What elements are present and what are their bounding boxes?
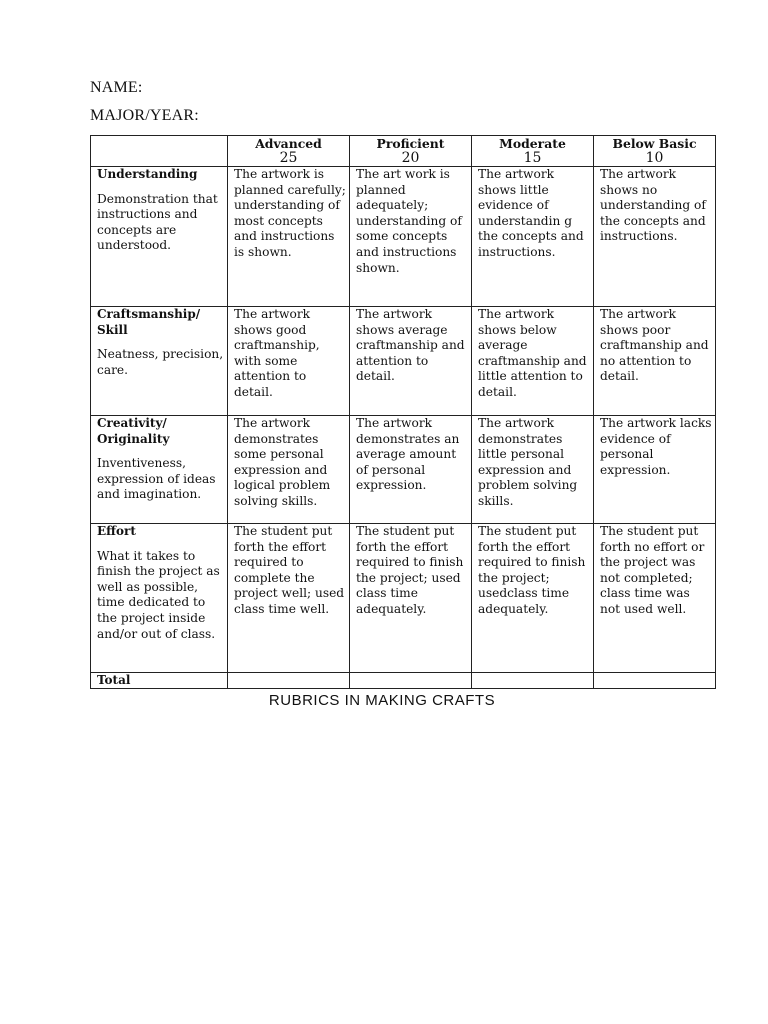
criterion-description: Demonstration that instructions and concepts are understood. (97, 191, 218, 253)
level-score: 15 (523, 150, 542, 166)
criterion-name: Creativity/ Originality (97, 416, 170, 446)
total-cell-proficient (350, 673, 472, 689)
criterion-name: Effort (97, 524, 136, 538)
header-moderate (472, 136, 594, 167)
row-understanding (91, 167, 716, 307)
criterion-description: Neatness, precision, care. (97, 347, 224, 377)
rubric-cell: The artwork shows below average craftmanship and little attention to detail. (472, 307, 594, 416)
row-effort (91, 524, 716, 673)
row-craftsmanship (91, 307, 716, 416)
criterion-cell (91, 307, 228, 416)
header-corner-cell (91, 136, 228, 167)
header-row (91, 136, 716, 167)
criterion-name: Understanding (97, 167, 198, 181)
total-label: Total (91, 673, 228, 689)
major-year-label: MAJOR/YEAR: (90, 107, 199, 124)
rubric-cell: The student put forth the effort required to finish the project; usedclass time adequately. (472, 524, 594, 673)
total-cell-moderate (472, 673, 594, 689)
rubric-cell: The artwork shows little evidence of understandin g the concepts and instructions. (472, 167, 594, 307)
criterion-name: Craftsmanship/ Skill (97, 307, 201, 337)
row-creativity (91, 416, 716, 524)
rubric-cell: The student put forth no effort or the project was not completed; class time was not used well. (594, 524, 716, 673)
criterion-cell (91, 416, 228, 524)
total-cell-below-basic (594, 673, 716, 689)
rubric-cell: The artwork demonstrates little personal expression and problem solving skills. (472, 416, 594, 524)
level-label: Proficient (376, 136, 445, 151)
level-label: Moderate (499, 136, 566, 151)
rubric-table (90, 135, 716, 689)
rubric-cell: The artwork lacks evidence of personal expression. (594, 416, 716, 524)
rubric-cell: The artwork demonstrates an average amount of personal expression. (350, 416, 472, 524)
header-advanced (228, 136, 350, 167)
rubric-cell: The artwork demonstrates some personal expression and logical problem solving skills. (228, 416, 350, 524)
total-cell-advanced (228, 673, 350, 689)
level-label: Below Basic (612, 136, 697, 151)
criterion-description: What it takes to finish the project as well as possible, time dedicated to the project inside and/or out of class. (97, 548, 220, 641)
rubric-cell: The artwork shows no understanding of the concepts and instructions. (594, 167, 716, 307)
level-score: 10 (645, 150, 664, 166)
rubric-cell: The artwork shows poor craftmanship and no attention to detail. (594, 307, 716, 416)
rubric-cell: The student put forth the effort required to finish the project; used class time adequately. (350, 524, 472, 673)
level-label: Advanced (255, 136, 322, 151)
rubric-cell: The student put forth the effort required to complete the project well; used class time well. (228, 524, 350, 673)
rubric-cell: The artwork shows average craftmanship and attention to detail. (350, 307, 472, 416)
name-label: NAME: (90, 79, 143, 96)
criterion-cell (91, 524, 228, 673)
criterion-cell (91, 167, 228, 307)
rubric-cell: The artwork shows good craftmanship, with some attention to detail. (228, 307, 350, 416)
table-caption: RUBRICS IN MAKING CRAFTS (268, 692, 496, 709)
rubric-cell: The art work is planned adequately; understanding of some concepts and instructions shown. (350, 167, 472, 307)
total-row (91, 673, 716, 689)
rubric-cell: The artwork is planned carefully; understanding of most concepts and instructions is shown. (228, 167, 350, 307)
criterion-description: Inventiveness, expression of ideas and imagination. (97, 456, 216, 502)
header-below-basic (594, 136, 716, 167)
level-score: 20 (401, 150, 420, 166)
header-proficient (350, 136, 472, 167)
level-score: 25 (279, 150, 298, 166)
